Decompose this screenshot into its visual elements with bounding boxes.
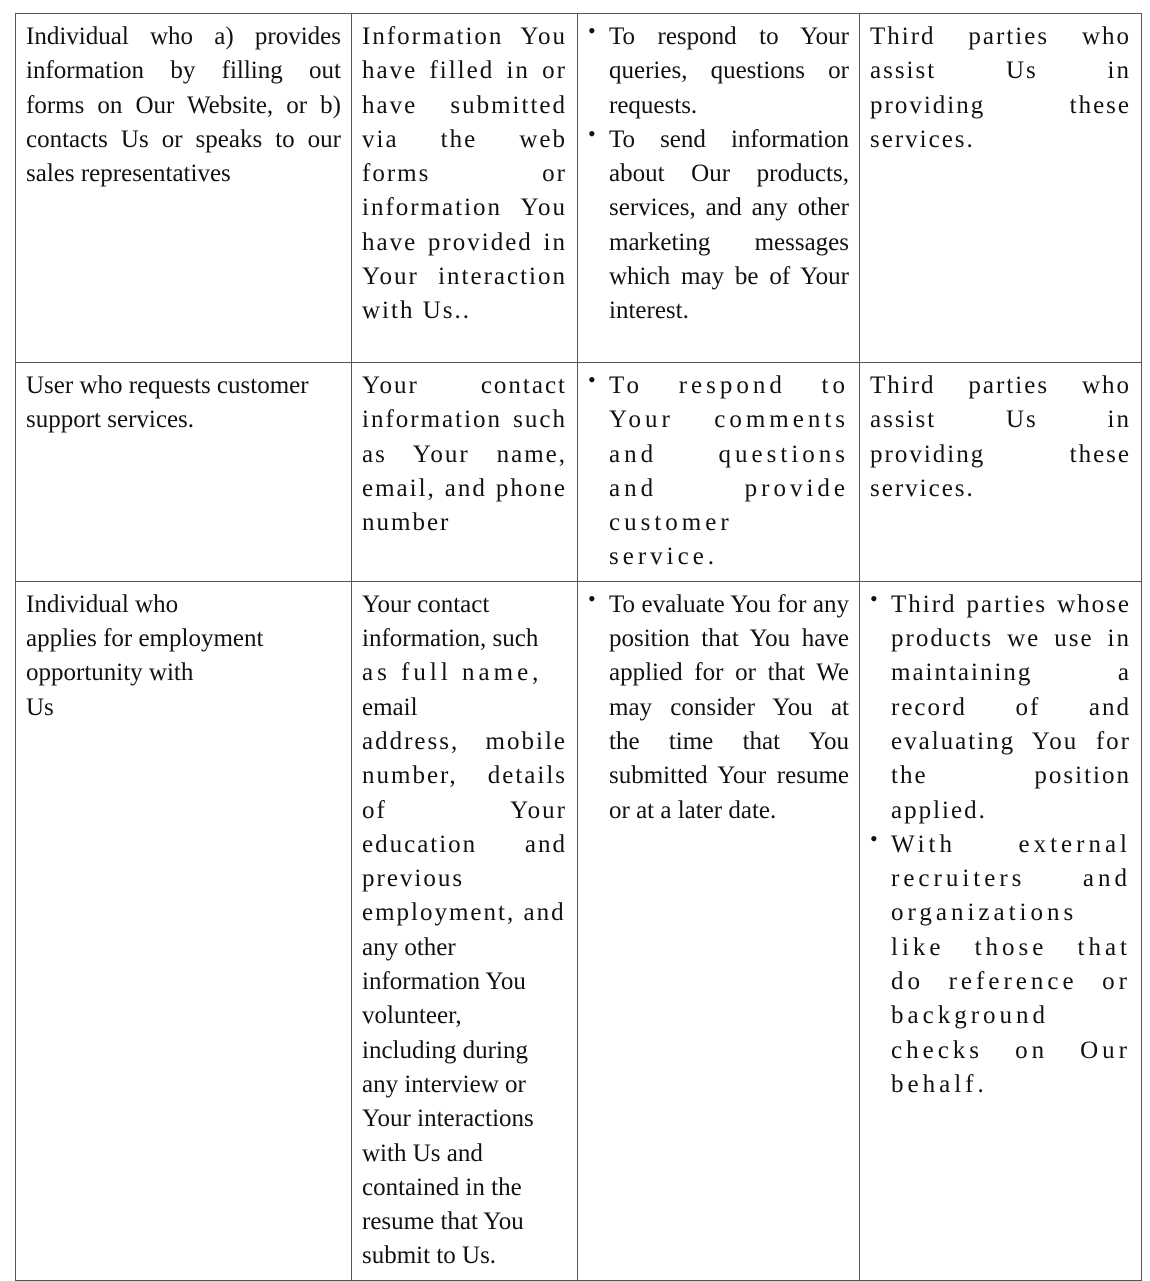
information-cell: [352, 14, 578, 363]
recipient-item: • With external recruiters and organizations like those that do reference or background checks on Our behalf.: [870, 828, 1131, 1102]
purpose-item: • To respond to Your queries, questions or requests.: [588, 20, 849, 123]
information-line: with Us and: [362, 1139, 483, 1167]
purpose-cell: [578, 581, 860, 1280]
subject-line: applies for employment: [26, 625, 264, 653]
subject-line: Individual who: [26, 590, 179, 618]
information-line: volunteer,: [362, 1002, 462, 1030]
purpose-item: • To respond to Your comments and questions and provide customer service.: [588, 369, 849, 575]
information-line: submit to Us.: [362, 1242, 497, 1270]
information-text: Your contact information such as Your name, email, and phone number: [362, 372, 567, 537]
information-text: Information You have filled in or have submitted via the web forms or information You have provided in Your interaction with Us..: [362, 23, 567, 325]
subject-cell: [16, 363, 352, 582]
information-line: including during: [362, 1036, 528, 1064]
subject-text: Individual who a) provides information by filling out forms on Our Website, or b) contacts Us or speaks to our sales representatives: [26, 23, 341, 188]
recipient-cell: [860, 363, 1142, 582]
subject-cell: [16, 581, 352, 1280]
information-line: information, such: [362, 625, 539, 653]
purpose-cell: [578, 363, 860, 582]
information-line: address, mobile number, details of Your education and previous employment, and: [362, 727, 567, 927]
recipient-list: [870, 588, 1131, 1102]
table-row: [16, 14, 1142, 363]
recipient-cell: [860, 581, 1142, 1280]
purpose-cell: [578, 14, 860, 363]
purpose-list: [588, 588, 849, 828]
recipient-text: Third parties who assist Us in providing these services.: [870, 23, 1131, 153]
purpose-item: • To evaluate You for any position that You have applied for or that We may consider You at the time that You submitted Your resume or at a later date.: [588, 588, 849, 828]
subject-line: Us: [26, 693, 54, 721]
information-line: any interview or: [362, 1070, 526, 1098]
information-line: any other: [362, 933, 456, 961]
information-line: resume that You: [362, 1208, 524, 1236]
table-row: [16, 363, 1142, 582]
recipient-text: Third parties who assist Us in providing these services.: [870, 372, 1131, 502]
information-line: email: [362, 693, 418, 721]
subject-text: User who requests customer support services.: [26, 372, 309, 434]
information-cell: [352, 581, 578, 1280]
information-line: Your contact: [362, 590, 490, 618]
information-cell: [352, 363, 578, 582]
purpose-item: • To send information about Our products, services, and any other marketing messages which may be of Your interest.: [588, 123, 849, 329]
recipient-item: • Third parties whose products we use in maintaining a record of and evaluating You for the position applied.: [870, 588, 1131, 828]
information-line: contained in the: [362, 1173, 522, 1201]
table-row: [16, 581, 1142, 1280]
purpose-list: [588, 369, 849, 575]
recipient-cell: [860, 14, 1142, 363]
information-line: Your interactions: [362, 1105, 534, 1133]
subject-line: opportunity with: [26, 659, 194, 687]
information-line: information You: [362, 968, 526, 996]
purpose-list: [588, 20, 849, 329]
information-line: as full name,: [362, 659, 543, 687]
subject-cell: [16, 14, 352, 363]
privacy-data-table: [15, 13, 1142, 1281]
